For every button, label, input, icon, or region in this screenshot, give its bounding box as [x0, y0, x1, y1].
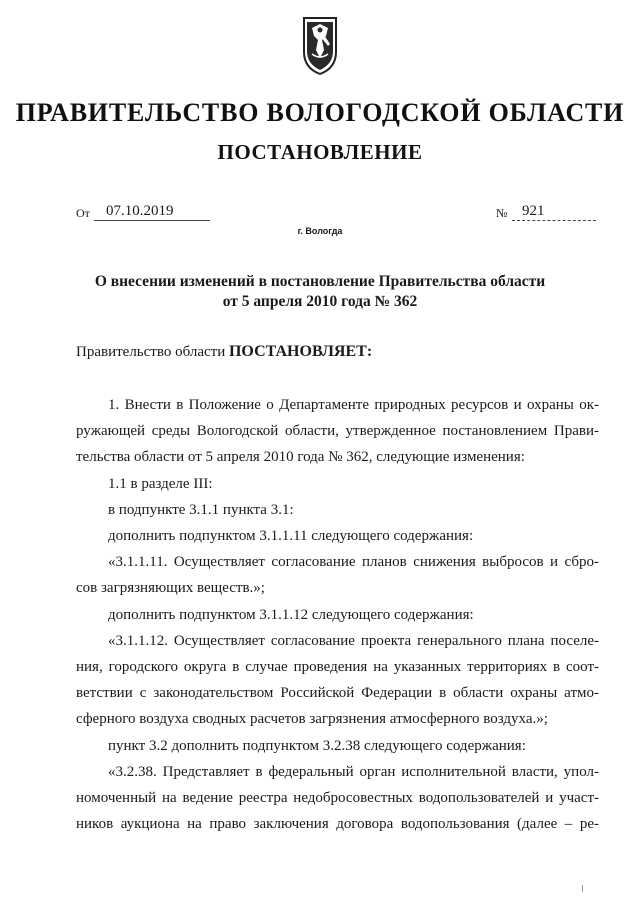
margin-mark [582, 885, 583, 892]
decree-text: Правительство области [76, 344, 229, 360]
document-date: 07.10.2019 [94, 202, 210, 221]
body-line: 1.1 в разделе III: [108, 475, 213, 492]
body-line: тельства области от 5 апреля 2010 года № 362, следующие изменения: [76, 449, 525, 466]
decree-statement [76, 343, 372, 361]
number-prefix: № [496, 206, 508, 220]
body-line: 1. Внести в Положение о Департаменте природных ресурсов и охраны ок- [108, 397, 599, 413]
body-line: пункт 3.2 дополнить подпунктом 3.2.38 следующего содержания: [108, 737, 526, 754]
document-type: ПОСТАНОВЛЕНИЕ [217, 140, 423, 164]
body-line: сов загрязняющих веществ.»; [76, 580, 265, 597]
body-line: дополнить подпунктом 3.1.1.11 следующего содержания: [108, 528, 474, 545]
subject-line-2: от 5 апреля 2010 года № 362 [222, 293, 418, 310]
subject-line-1: О внесении изменений в постановление Правительства области [94, 273, 546, 290]
body-line: в подпункте 3.1.1 пункта 3.1: [108, 501, 294, 518]
body-line: ников аукциона на право заключения договора водопользования (далее – ре- [76, 816, 599, 833]
body-line: ния, городского округа в случае проведения на указанных территориях в соот- [76, 659, 599, 676]
organization-title: ПРАВИТЕЛЬСТВО ВОЛОГОДСКОЙ ОБЛАСТИ [15, 98, 625, 127]
document-body [76, 392, 599, 837]
body-line: «3.1.1.12. Осуществляет согласование проекта генерального плана поселе- [108, 632, 599, 649]
body-line: ружающей среды Вологодской области, утвержденное постановлением Прави- [76, 423, 599, 440]
body-line: «3.2.38. Представляет в федеральный орган исполнительной власти, упол- [108, 763, 599, 780]
body-line: «3.1.1.11. Осуществляет согласование планов снижения выбросов и сбро- [108, 554, 599, 571]
body-line: сферного воздуха сводных расчетов загрязнения атмосферного воздуха.»; [76, 711, 548, 728]
decree-keyword: ПОСТАНОВЛЯЕТ: [228, 343, 373, 360]
body-line: ветствии с законодательством Российской Федерации в области охраны атмо- [76, 685, 599, 702]
city-label: г. Вологда [297, 226, 343, 236]
document-subject [80, 272, 560, 312]
coat-of-arms-icon [300, 14, 340, 78]
body-line: номоченный на ведение реестра недобросовестных водопользователей и участ- [76, 790, 599, 807]
body-line: дополнить подпунктом 3.1.1.12 следующего содержания: [108, 606, 474, 623]
date-prefix: От [76, 206, 90, 220]
document-number: 921 [512, 202, 596, 221]
